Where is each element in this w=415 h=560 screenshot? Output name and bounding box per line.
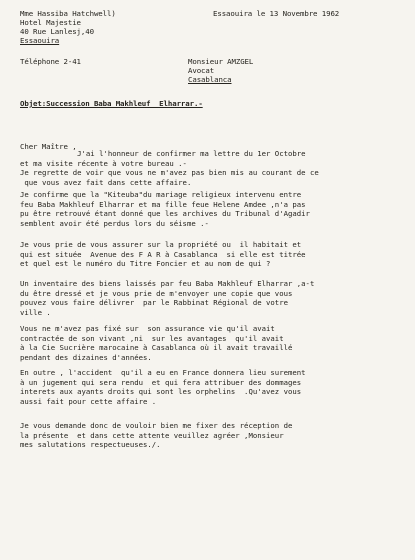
- paragraph-line: Je vous prie de vous assurer sur la propriété ou il habitait et: [20, 240, 302, 249]
- paragraph-line: que vous avez fait dans cette affaire.: [20, 177, 192, 187]
- sender-phone: Téléphone 2-41: [20, 57, 81, 66]
- salutation: Cher Maître ,: [20, 142, 77, 151]
- paragraph: [20, 421, 412, 450]
- recipient-line1: Monsieur AMZGEL: [188, 57, 254, 66]
- paragraph-line: la présente et dans cette attente veuillez agréer ,Monsieur: [20, 430, 284, 440]
- date-line: Essaouira le 13 Novembre 1962: [213, 9, 340, 18]
- paragraph-line: et quel est le numéro du Titre Foncier et au nom de qui ?: [20, 259, 271, 269]
- paragraph-line: J'ai l'honneur de confirmer ma lettre du 1er Octobre: [20, 149, 306, 158]
- paragraph-line: Vous ne m'avez pas fixé sur son assurance vie qu'il avait: [20, 324, 275, 333]
- paragraph-line: Je confirme que la "Kiteuba"du mariage religieux intervenu entre: [20, 190, 302, 199]
- paragraph: [20, 190, 412, 228]
- paragraph-line: à un jugement qui sera rendu et qui fera attribuer des dommages: [20, 377, 302, 387]
- paragraph-line: contractée de son vivant ,ni sur les avantages qu'il avait: [20, 333, 284, 343]
- paragraph: [20, 240, 412, 269]
- paragraph-line: pendant des dizaines d'années.: [20, 352, 152, 362]
- paragraph-line: Je regrette de voir que vous ne m'avez pas bien mis au courant de ce: [20, 168, 319, 178]
- paragraph: [20, 279, 412, 317]
- paragraph-line: En outre , l'accident qu'il a eu en France donnera lieu surement: [20, 368, 306, 377]
- recipient-line3: Casablanca: [188, 75, 232, 84]
- paragraph-line: aussi fait pour cette affaire .: [20, 396, 157, 406]
- paragraph: [20, 324, 412, 362]
- subject-line: Objet:Succession Baba Makhleuf Elharrar.-: [20, 99, 203, 108]
- paragraph-line: pouvez vous faire délivrer par le Rabbinat Régional de votre: [20, 298, 288, 308]
- paragraph-line: du être dressé et je vous prie de m'envoyer une copie que vous: [20, 288, 293, 298]
- sender-address-line1: Hotel Majestie: [20, 18, 81, 27]
- paragraph-line: qui est située Avenue des F A R à Casablanca si elle est titrée: [20, 249, 306, 259]
- sender-address-line2: 40 Rue Lanlesj,40: [20, 27, 94, 36]
- paragraph-line: feu Baba Makhleuf Elharrar et ma fille feue Helene Amdee ,n'a pas: [20, 199, 306, 209]
- paragraph-line: interets aux ayants droits qui sont les orphelins .Qu'avez vous: [20, 387, 302, 397]
- paragraph-line: pu être retrouvé étant donné que les archives du Tribunal d'Agadir: [20, 209, 310, 219]
- recipient-line2: Avocat: [188, 66, 215, 75]
- paragraph-line: Je vous demande donc de vouloir bien me fixer des réception de: [20, 421, 293, 430]
- paragraph-line: et ma visite récente à votre bureau .-: [20, 158, 187, 168]
- paragraph-line: mes salutations respectueuses./.: [20, 440, 161, 450]
- paragraph: [20, 368, 412, 406]
- sender-name: Mme Hassiba Hatchwell): [20, 9, 116, 18]
- sender-city: Essaouira: [20, 36, 60, 45]
- paragraph-line: semblent avoir été perdus lors du séisme .-: [20, 218, 209, 228]
- paragraph-line: ville .: [20, 307, 51, 317]
- paragraph-line: à la Cie Sucrière marocaine à Casablanca où il avait travaillé: [20, 343, 293, 353]
- paragraph: [20, 149, 412, 187]
- paragraph-line: Un inventaire des biens laissés par feu Baba Makhleuf Elharrar ,a-t: [20, 279, 315, 288]
